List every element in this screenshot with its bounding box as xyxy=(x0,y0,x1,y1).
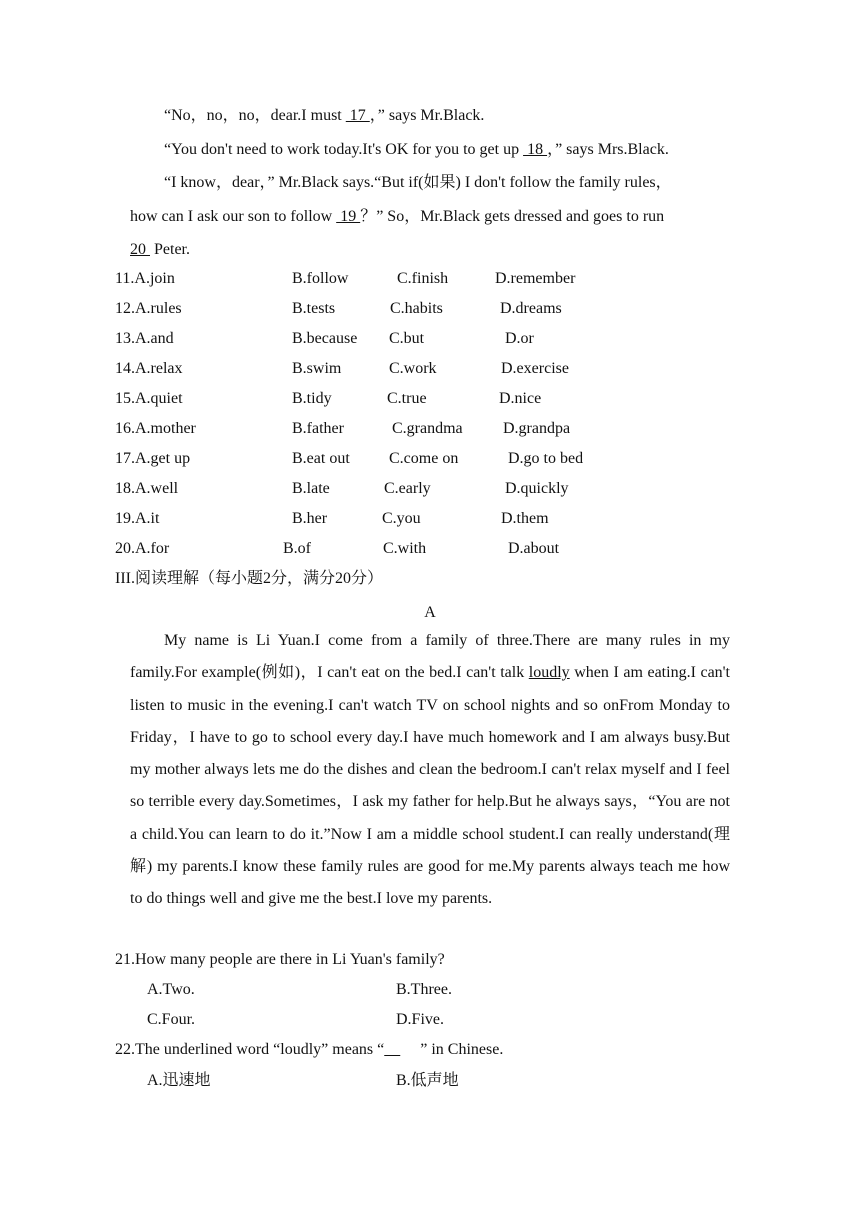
choice-a: A.relax xyxy=(135,360,183,377)
choice-row xyxy=(115,299,182,319)
choice-number: 16. xyxy=(115,420,135,437)
text: ” in Chinese. xyxy=(420,1041,504,1058)
choice-b: B.eat out xyxy=(292,450,350,467)
passage-label: A xyxy=(424,604,436,621)
cloze-line-1 xyxy=(164,106,484,126)
choice-d: D.remember xyxy=(495,270,576,287)
passage-part: My name is Li Yuan.I come from a family of three.There are many rules in my family.For example(例如)，I can't eat on the bed.I can't talk xyxy=(130,632,730,682)
choice-a: A.for xyxy=(135,540,170,557)
choice-c: C.early xyxy=(384,480,431,497)
text: ，” says Mrs.Black. xyxy=(547,141,669,158)
choice-b: B.of xyxy=(283,540,311,557)
blank-18: 18 xyxy=(523,141,548,158)
cloze-line-4 xyxy=(130,207,664,227)
choice-b: B.her xyxy=(292,510,328,527)
choice-c: C.true xyxy=(387,390,427,407)
question-22-stem xyxy=(115,1040,503,1060)
underlined-word: loudly xyxy=(528,664,570,682)
question-22-option-b: B.低声地 xyxy=(396,1072,459,1089)
choice-c: C.but xyxy=(389,330,425,347)
choice-d: D.about xyxy=(508,540,560,557)
choice-row xyxy=(115,539,169,559)
question-21-option-d: D.Five. xyxy=(396,1011,444,1028)
choice-b: B.follow xyxy=(292,270,349,287)
choice-row xyxy=(115,269,175,289)
choice-row xyxy=(115,449,190,469)
choice-d: D.or xyxy=(505,330,534,347)
question-21-option-a: A.Two. xyxy=(147,981,195,998)
choice-row xyxy=(115,509,159,529)
text: ，” says Mr.Black. xyxy=(369,107,485,124)
choice-number: 11. xyxy=(115,270,135,287)
cloze-line-3: “I know，dear，” Mr.Black says.“But if(如果) I don't follow the family rules， xyxy=(164,174,672,191)
choice-a: A.well xyxy=(135,480,179,497)
choice-c: C.habits xyxy=(390,300,443,317)
choice-d: D.nice xyxy=(499,390,542,407)
question-21-option-b: B.Three. xyxy=(396,981,452,998)
question-22-option-a: A.迅速地 xyxy=(147,1072,211,1089)
choice-a: A.mother xyxy=(135,420,196,437)
section-heading: III.阅读理解（每小题2分，满分20分） xyxy=(115,570,383,587)
text: “No，no，no，dear.I must xyxy=(164,107,346,124)
question-21-stem: 21.How many people are there in Li Yuan's family? xyxy=(115,951,445,968)
choice-c: C.come on xyxy=(389,450,459,467)
passage-part: when I am eating.I can't listen to music in the evening.I can't watch TV on school nights and so onFrom Monday to Friday，I have to go to school every day.I have much homework and I am always busy.But my mother always lets me do the dishes and clean the bedroom.I can't relax myself and I feel so terrible every day.Sometimes，I ask my father for help.But he always says，“You are not a child.You can learn to do it.”Now I am a middle school student.I can really understand(理解) my parents.I know these family rules are good for me.My parents always teach me how to do things well and give me the best.I love my parents. xyxy=(130,664,730,908)
choice-number: 13. xyxy=(115,330,135,347)
blank-20: 20 xyxy=(130,241,150,258)
choice-d: D.grandpa xyxy=(503,420,571,437)
cloze-line-2 xyxy=(164,140,669,160)
choice-c: C.with xyxy=(383,540,427,557)
choice-a: A.rules xyxy=(135,300,182,317)
choice-d: D.go to bed xyxy=(508,450,584,467)
choice-row xyxy=(115,329,174,349)
choice-c: C.you xyxy=(382,510,421,527)
choice-d: D.exercise xyxy=(501,360,569,377)
choice-a: A.get up xyxy=(135,450,191,467)
question-21-option-c: C.Four. xyxy=(147,1011,196,1028)
text: Peter. xyxy=(150,241,190,258)
choice-a: A.quiet xyxy=(135,390,183,407)
choice-b: B.late xyxy=(292,480,330,497)
choice-d: D.them xyxy=(501,510,549,527)
blank-19: 19 xyxy=(336,208,361,225)
choice-d: D.quickly xyxy=(505,480,569,497)
choice-c: C.work xyxy=(389,360,437,377)
choice-number: 14. xyxy=(115,360,135,377)
choice-row xyxy=(115,479,178,499)
choice-a: A.join xyxy=(134,270,175,287)
choice-number: 20. xyxy=(115,540,135,557)
passage-text xyxy=(130,625,730,916)
choice-a: A.it xyxy=(135,510,160,527)
choice-c: C.finish xyxy=(397,270,449,287)
cloze-line-5 xyxy=(130,240,190,260)
choice-row xyxy=(115,359,183,379)
blank-17: 17 xyxy=(345,107,370,124)
choice-row xyxy=(115,389,183,409)
choice-d: D.dreams xyxy=(500,300,562,317)
choice-number: 12. xyxy=(115,300,135,317)
choice-number: 18. xyxy=(115,480,135,497)
text: ？” So，Mr.Black gets dressed and goes to run xyxy=(360,208,665,225)
answer-blank xyxy=(384,1040,420,1060)
choice-b: B.because xyxy=(292,330,358,347)
choice-number: 19. xyxy=(115,510,135,527)
text: 22.The underlined word “loudly” means “ xyxy=(115,1041,385,1058)
choice-number: 15. xyxy=(115,390,135,407)
text: “You don't need to work today.It's OK for you to get up xyxy=(164,141,524,158)
choice-a: A.and xyxy=(135,330,174,347)
choice-number: 17. xyxy=(115,450,135,467)
choice-b: B.tidy xyxy=(292,390,332,407)
choice-b: B.swim xyxy=(292,360,342,377)
choice-b: B.father xyxy=(292,420,344,437)
choice-c: C.grandma xyxy=(392,420,463,437)
choice-b: B.tests xyxy=(292,300,336,317)
text: how can I ask our son to follow xyxy=(130,208,337,225)
choice-row xyxy=(115,419,196,439)
